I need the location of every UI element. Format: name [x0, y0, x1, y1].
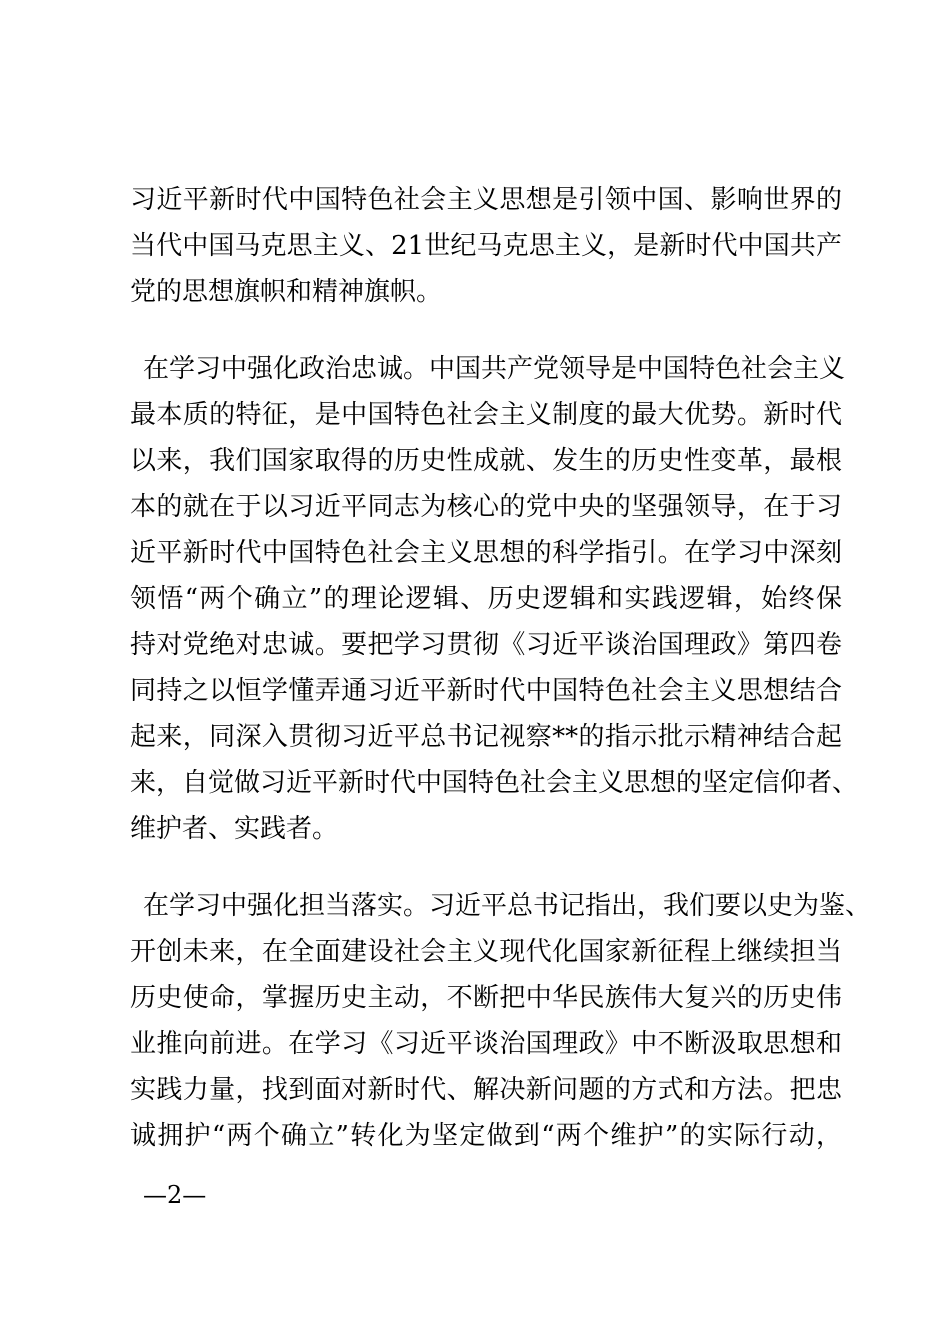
- text-line: 业推向前进。在学习《习近平谈治国理政》中不断汲取思想和: [130, 1029, 842, 1059]
- text-line: 同持之以恒学懂弄通习近平新时代中国特色社会主义思想结合: [130, 676, 842, 706]
- text-line: 当代中国马克思主义、21世纪马克思主义，是新时代中国共产: [130, 231, 842, 261]
- text-line: 在学习中强化政治忠诚。中国共产党领导是中国特色社会主义: [143, 354, 846, 384]
- text-line: 本的就在于以习近平同志为核心的党中央的坚强领导，在于习: [130, 492, 842, 522]
- text-line: 领悟“两个确立”的理论逻辑、历史逻辑和实践逻辑，始终保: [130, 584, 842, 614]
- text-line: 开创未来，在全面建设社会主义现代化国家新征程上继续担当: [130, 937, 842, 967]
- text-line: 最本质的特征，是中国特色社会主义制度的最大优势。新时代: [130, 400, 842, 430]
- text-line: 诚拥护“两个确立”转化为坚定做到“两个维护”的实际行动，: [130, 1121, 842, 1151]
- text-line: 在学习中强化担当落实。习近平总书记指出，我们要以史为鉴、: [143, 891, 872, 921]
- text-line: 起来，同深入贯彻习近平总书记视察**的指示批示精神结合起: [130, 722, 842, 752]
- text-line: 习近平新时代中国特色社会主义思想是引领中国、影响世界的: [130, 185, 842, 215]
- text-line: 来，自觉做习近平新时代中国特色社会主义思想的坚定信仰者、: [130, 768, 859, 798]
- paragraph: [130, 883, 872, 1159]
- text-line: 以来，我们国家取得的历史性成就、发生的历史性变革，最根: [130, 446, 842, 476]
- page-number: —2—: [143, 1181, 207, 1209]
- text-line: 实践力量，找到面对新时代、解决新问题的方式和方法。把忠: [130, 1075, 842, 1105]
- text-line: 持对党绝对忠诚。要把学习贯彻《习近平谈治国理政》第四卷: [130, 630, 842, 660]
- document-body: [130, 177, 872, 1190]
- paragraph: [130, 177, 842, 315]
- text-line: 党的思想旗帜和精神旗帜。: [130, 277, 443, 307]
- text-line: 维护者、实践者。: [130, 814, 339, 844]
- text-line: 近平新时代中国特色社会主义思想的科学指引。在学习中深刻: [130, 538, 842, 568]
- text-line: 历史使命，掌握历史主动，不断把中华民族伟大复兴的历史伟: [130, 983, 842, 1013]
- paragraph: [130, 346, 859, 852]
